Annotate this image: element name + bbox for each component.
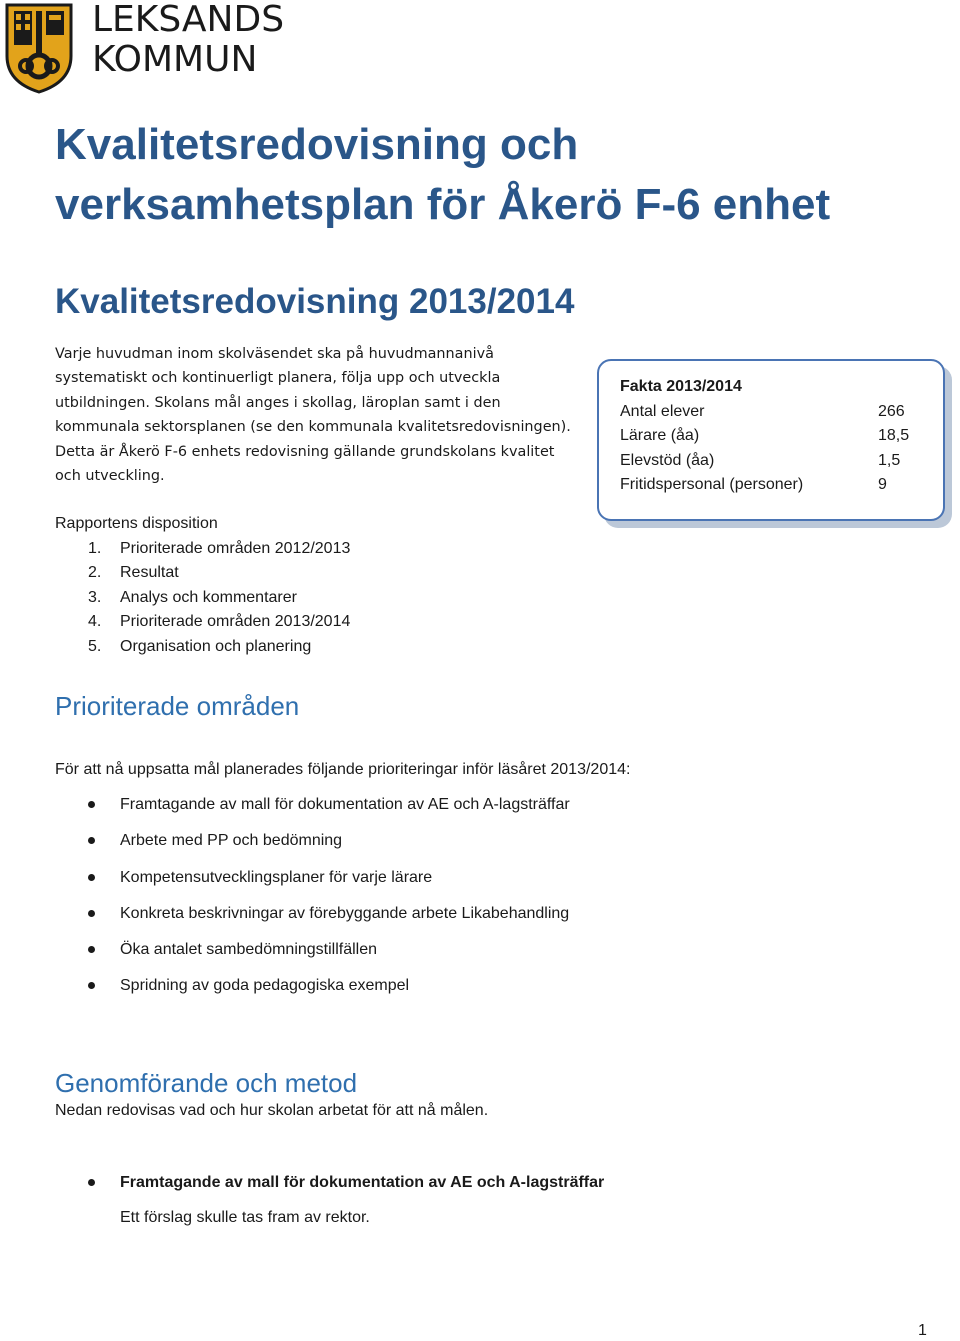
list-text: Framtagande av mall för dokumentation av AE och A-lagsträffar bbox=[120, 796, 570, 813]
list-item bbox=[55, 537, 350, 562]
list-text: Organisation och planering bbox=[120, 637, 312, 655]
list-text: Konkreta beskrivningar av förebyggande arbete Likabehandling bbox=[120, 904, 570, 922]
page-number: 1 bbox=[918, 1322, 927, 1339]
section-heading-priorities: Prioriterade områden bbox=[55, 691, 300, 721]
intro-paragraph: Varje huvudman inom skolväsendet ska på huvudmannanivå systematiskt och kontinuerligt planera, följa upp och utveckla utbildningen. Skolans mål anges i skollag, läroplan samt i den kommunala sektorsplanen (se den kommunala kvalitetsredovisningen). Detta är Åkerö F-6 enhets redovisning gällande grundskolans kvalitet och utveckling. bbox=[55, 346, 571, 485]
bullet-icon bbox=[88, 946, 95, 953]
list-text: Arbete med PP och bedömning bbox=[120, 832, 343, 850]
bullet-icon bbox=[88, 874, 95, 881]
method-item-text: Ett förslag skulle tas fram av rektor. bbox=[120, 1209, 370, 1226]
bullet-icon bbox=[88, 837, 95, 844]
list-text: Kompetensutvecklingsplaner för varje lärare bbox=[120, 868, 433, 886]
list-text: Öka antalet sambedömningstillfällen bbox=[120, 941, 378, 959]
bullet-icon bbox=[88, 801, 95, 808]
list-item bbox=[55, 586, 350, 611]
list-number: 3. bbox=[88, 588, 102, 606]
logo-wordmark bbox=[92, 0, 284, 80]
facts-title: Fakta 2013/2014 bbox=[620, 378, 742, 395]
facts-row bbox=[620, 424, 920, 449]
priorities-lead: För att nå uppsatta mål planerades följande prioriteringar inför läsåret 2013/2014: bbox=[55, 761, 631, 778]
facts-row bbox=[620, 473, 920, 498]
list-item bbox=[55, 610, 350, 635]
bullet-icon bbox=[88, 1179, 95, 1186]
list-number: 2. bbox=[88, 564, 102, 581]
facts-box bbox=[597, 359, 945, 521]
list-text: Prioriterade områden 2012/2013 bbox=[120, 539, 351, 557]
disposition-list bbox=[55, 537, 350, 660]
list-number: 5. bbox=[88, 637, 102, 655]
facts-row bbox=[620, 449, 920, 474]
list-text: Resultat bbox=[120, 564, 179, 581]
list-item bbox=[55, 635, 350, 660]
facts-value: 9 bbox=[878, 476, 887, 493]
logo-line-2: KOMMUN bbox=[92, 39, 258, 80]
list-number: 1. bbox=[88, 539, 102, 557]
section-heading-method: Genomförande och metod bbox=[55, 1068, 358, 1098]
coat-of-arms-icon bbox=[4, 2, 74, 94]
list-item bbox=[55, 561, 350, 586]
disposition-heading: Rapportens disposition bbox=[55, 515, 218, 532]
facts-value: 266 bbox=[878, 402, 905, 420]
list-text: Prioriterade områden 2013/2014 bbox=[120, 613, 351, 630]
bullet-icon bbox=[88, 982, 95, 989]
list-text: Analys och kommentarer bbox=[120, 588, 297, 606]
facts-label: Elevstöd (åa) bbox=[620, 451, 715, 469]
section-heading-quality-report: Kvalitetsredovisning 2013/2014 bbox=[55, 282, 575, 321]
method-item-title: Framtagande av mall för dokumentation av AE och A-lagsträffar bbox=[120, 1174, 605, 1191]
method-lead: Nedan redovisas vad och hur skolan arbetat för att nå målen. bbox=[55, 1102, 489, 1119]
facts-label: Fritidspersonal (personer) bbox=[620, 476, 804, 493]
facts-value: 1,5 bbox=[878, 451, 901, 469]
report-disposition bbox=[55, 512, 350, 659]
logo-line-1: LEKSANDS bbox=[92, 0, 285, 40]
facts-value: 18,5 bbox=[878, 427, 910, 444]
bullet-icon bbox=[88, 910, 95, 917]
facts-row bbox=[620, 400, 920, 425]
facts-label: Lärare (åa) bbox=[620, 427, 700, 444]
list-text: Spridning av goda pedagogiska exempel bbox=[120, 977, 410, 995]
facts-label: Antal elever bbox=[620, 402, 705, 420]
document-title: Kvalitetsredovisning och verksamhetsplan för Åkerö F-6 enhet bbox=[55, 120, 831, 229]
list-number: 4. bbox=[88, 613, 102, 630]
